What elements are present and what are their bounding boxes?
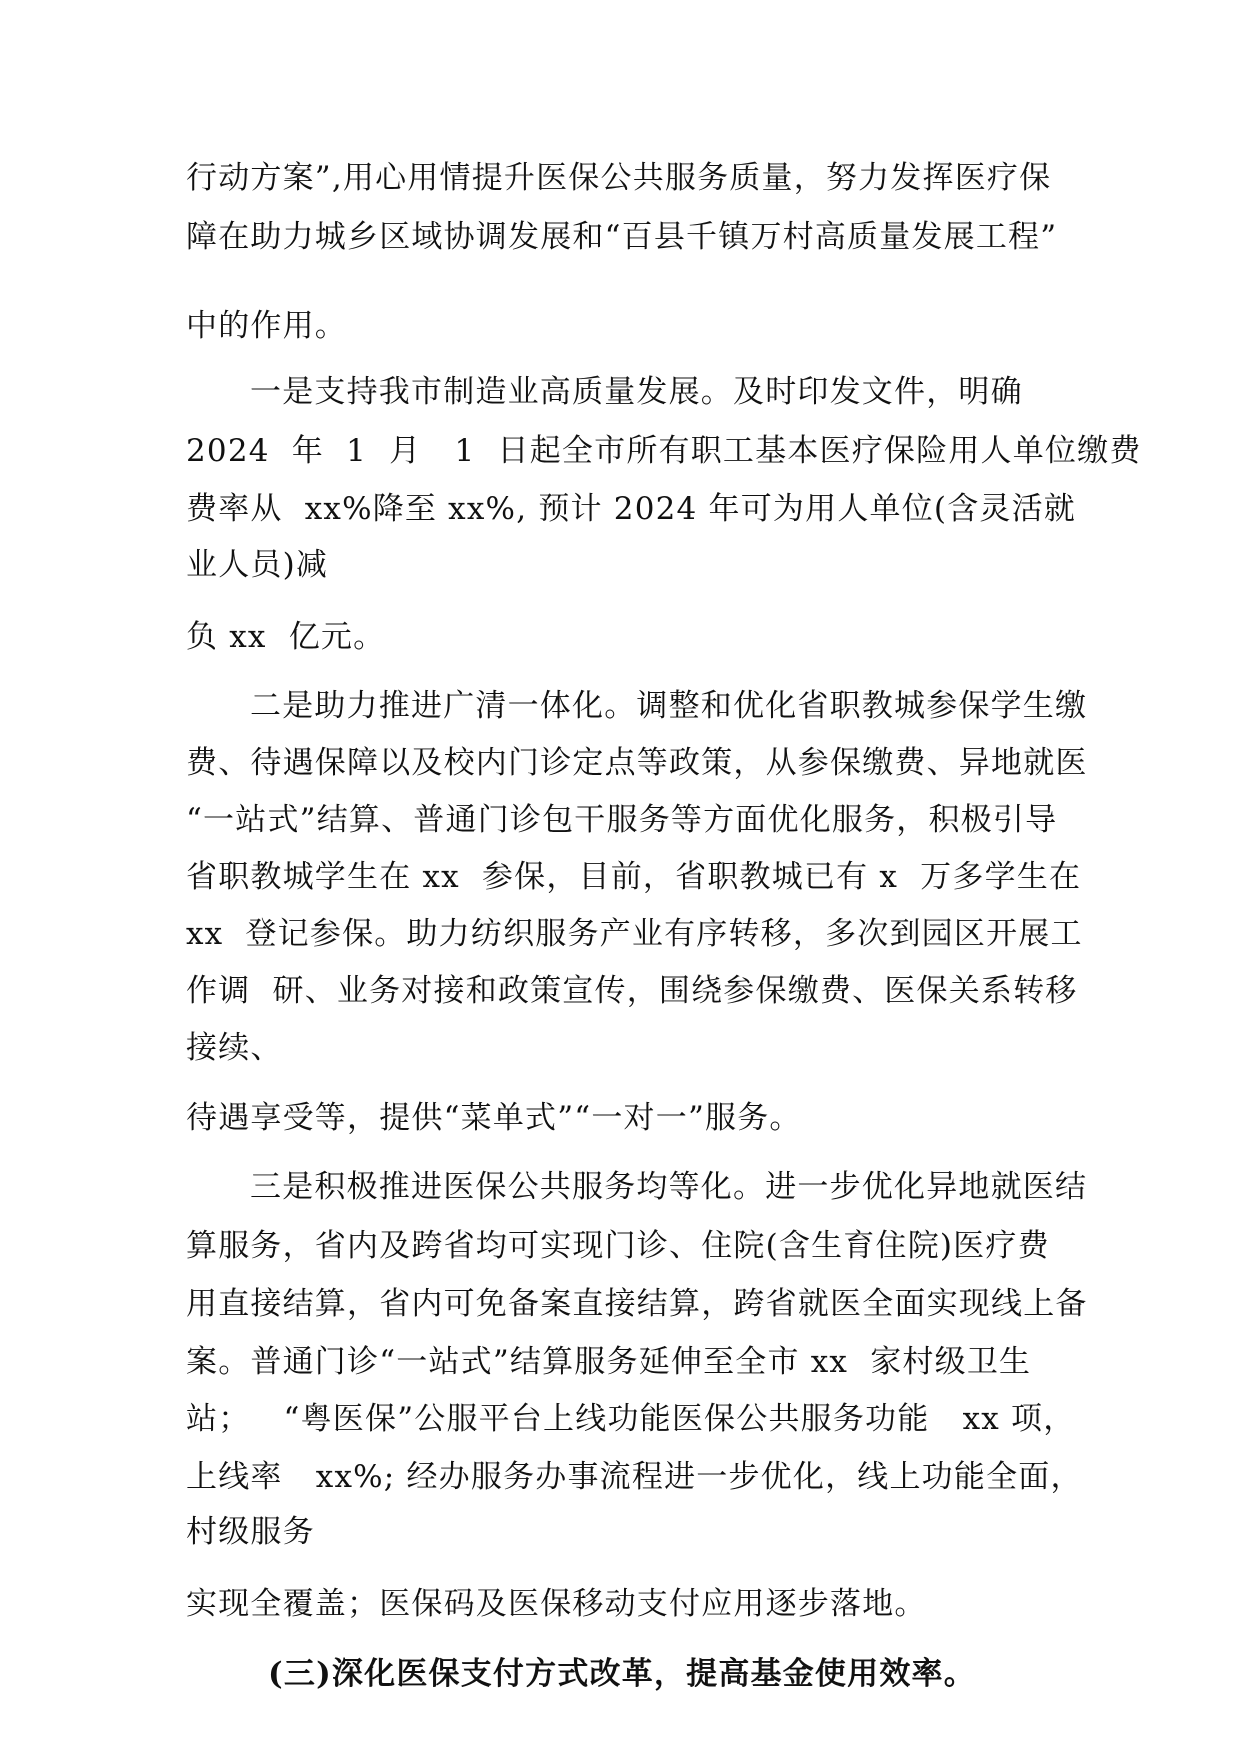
text-line: 村级服务: [186, 1514, 315, 1550]
text-line: 行动方案”,用心用情提升医保公共服务质量，努力发挥医疗保: [186, 160, 1052, 196]
text-line: 费率从 xx%降至 xx%, 预计 2024 年可为用人单位(含灵活就: [186, 491, 1077, 527]
text-line: xx 登记参保。助力纺织服务产业有序转移，多次到园区开展工: [186, 916, 1083, 952]
text-line: “一站式”结算、普通门诊包干服务等方面优化服务，积极引导: [186, 802, 1058, 838]
section-heading: (三)深化医保支付方式改革，提高基金使用效率。: [268, 1656, 976, 1692]
paragraph-start-line: 二是助力推进广清一体化。调整和优化省职教城参保学生缴: [250, 688, 1088, 724]
text-line: 负 xx 亿元。: [186, 619, 386, 655]
text-line: 上线率 xx%; 经办服务办事流程进一步优化，线上功能全面，: [186, 1459, 1083, 1495]
text-line: 算服务，省内及跨省均可实现门诊、住院(含生育住院)医疗费: [186, 1228, 1050, 1264]
text-line: 用直接结算，省内可免备案直接结算，跨省就医全面实现线上备: [186, 1286, 1088, 1322]
text-line: 案。普通门诊“一站式”结算服务延伸至全市 xx 家村级卫生: [186, 1344, 1032, 1380]
text-line: 2024 年 1 月 1 日起全市所有职工基本医疗保险用人单位缴费: [186, 433, 1142, 469]
paragraph-start-line: 三是积极推进医保公共服务均等化。进一步优化异地就医结: [250, 1169, 1088, 1205]
text-line: 接续、: [186, 1030, 283, 1066]
paragraph-start-line: 一是支持我市制造业高质量发展。及时印发文件，明确: [250, 374, 1023, 410]
text-line: 中的作用。: [186, 308, 347, 344]
text-line: 障在助力城乡区域协调发展和“百县千镇万村高质量发展工程”: [186, 219, 1058, 255]
text-line: 业人员)减: [186, 547, 329, 583]
text-line: 作调 研、业务对接和政策宣传，围绕参保缴费、医保关系转移: [186, 973, 1078, 1009]
text-line: 费、待遇保障以及校内门诊定点等政策，从参保缴费、异地就医: [186, 745, 1088, 781]
text-line: 站； “粤医保”公服平台上线功能医保公共服务功能 xx 项，: [186, 1401, 1076, 1437]
text-line: 实现全覆盖；医保码及医保移动支付应用逐步落地。: [186, 1586, 927, 1622]
text-line: 省职教城学生在 xx 参保，目前，省职教城已有 x 万多学生在: [186, 859, 1082, 895]
text-line: 待遇享受等，提供“菜单式”“一对一”服务。: [186, 1100, 802, 1136]
